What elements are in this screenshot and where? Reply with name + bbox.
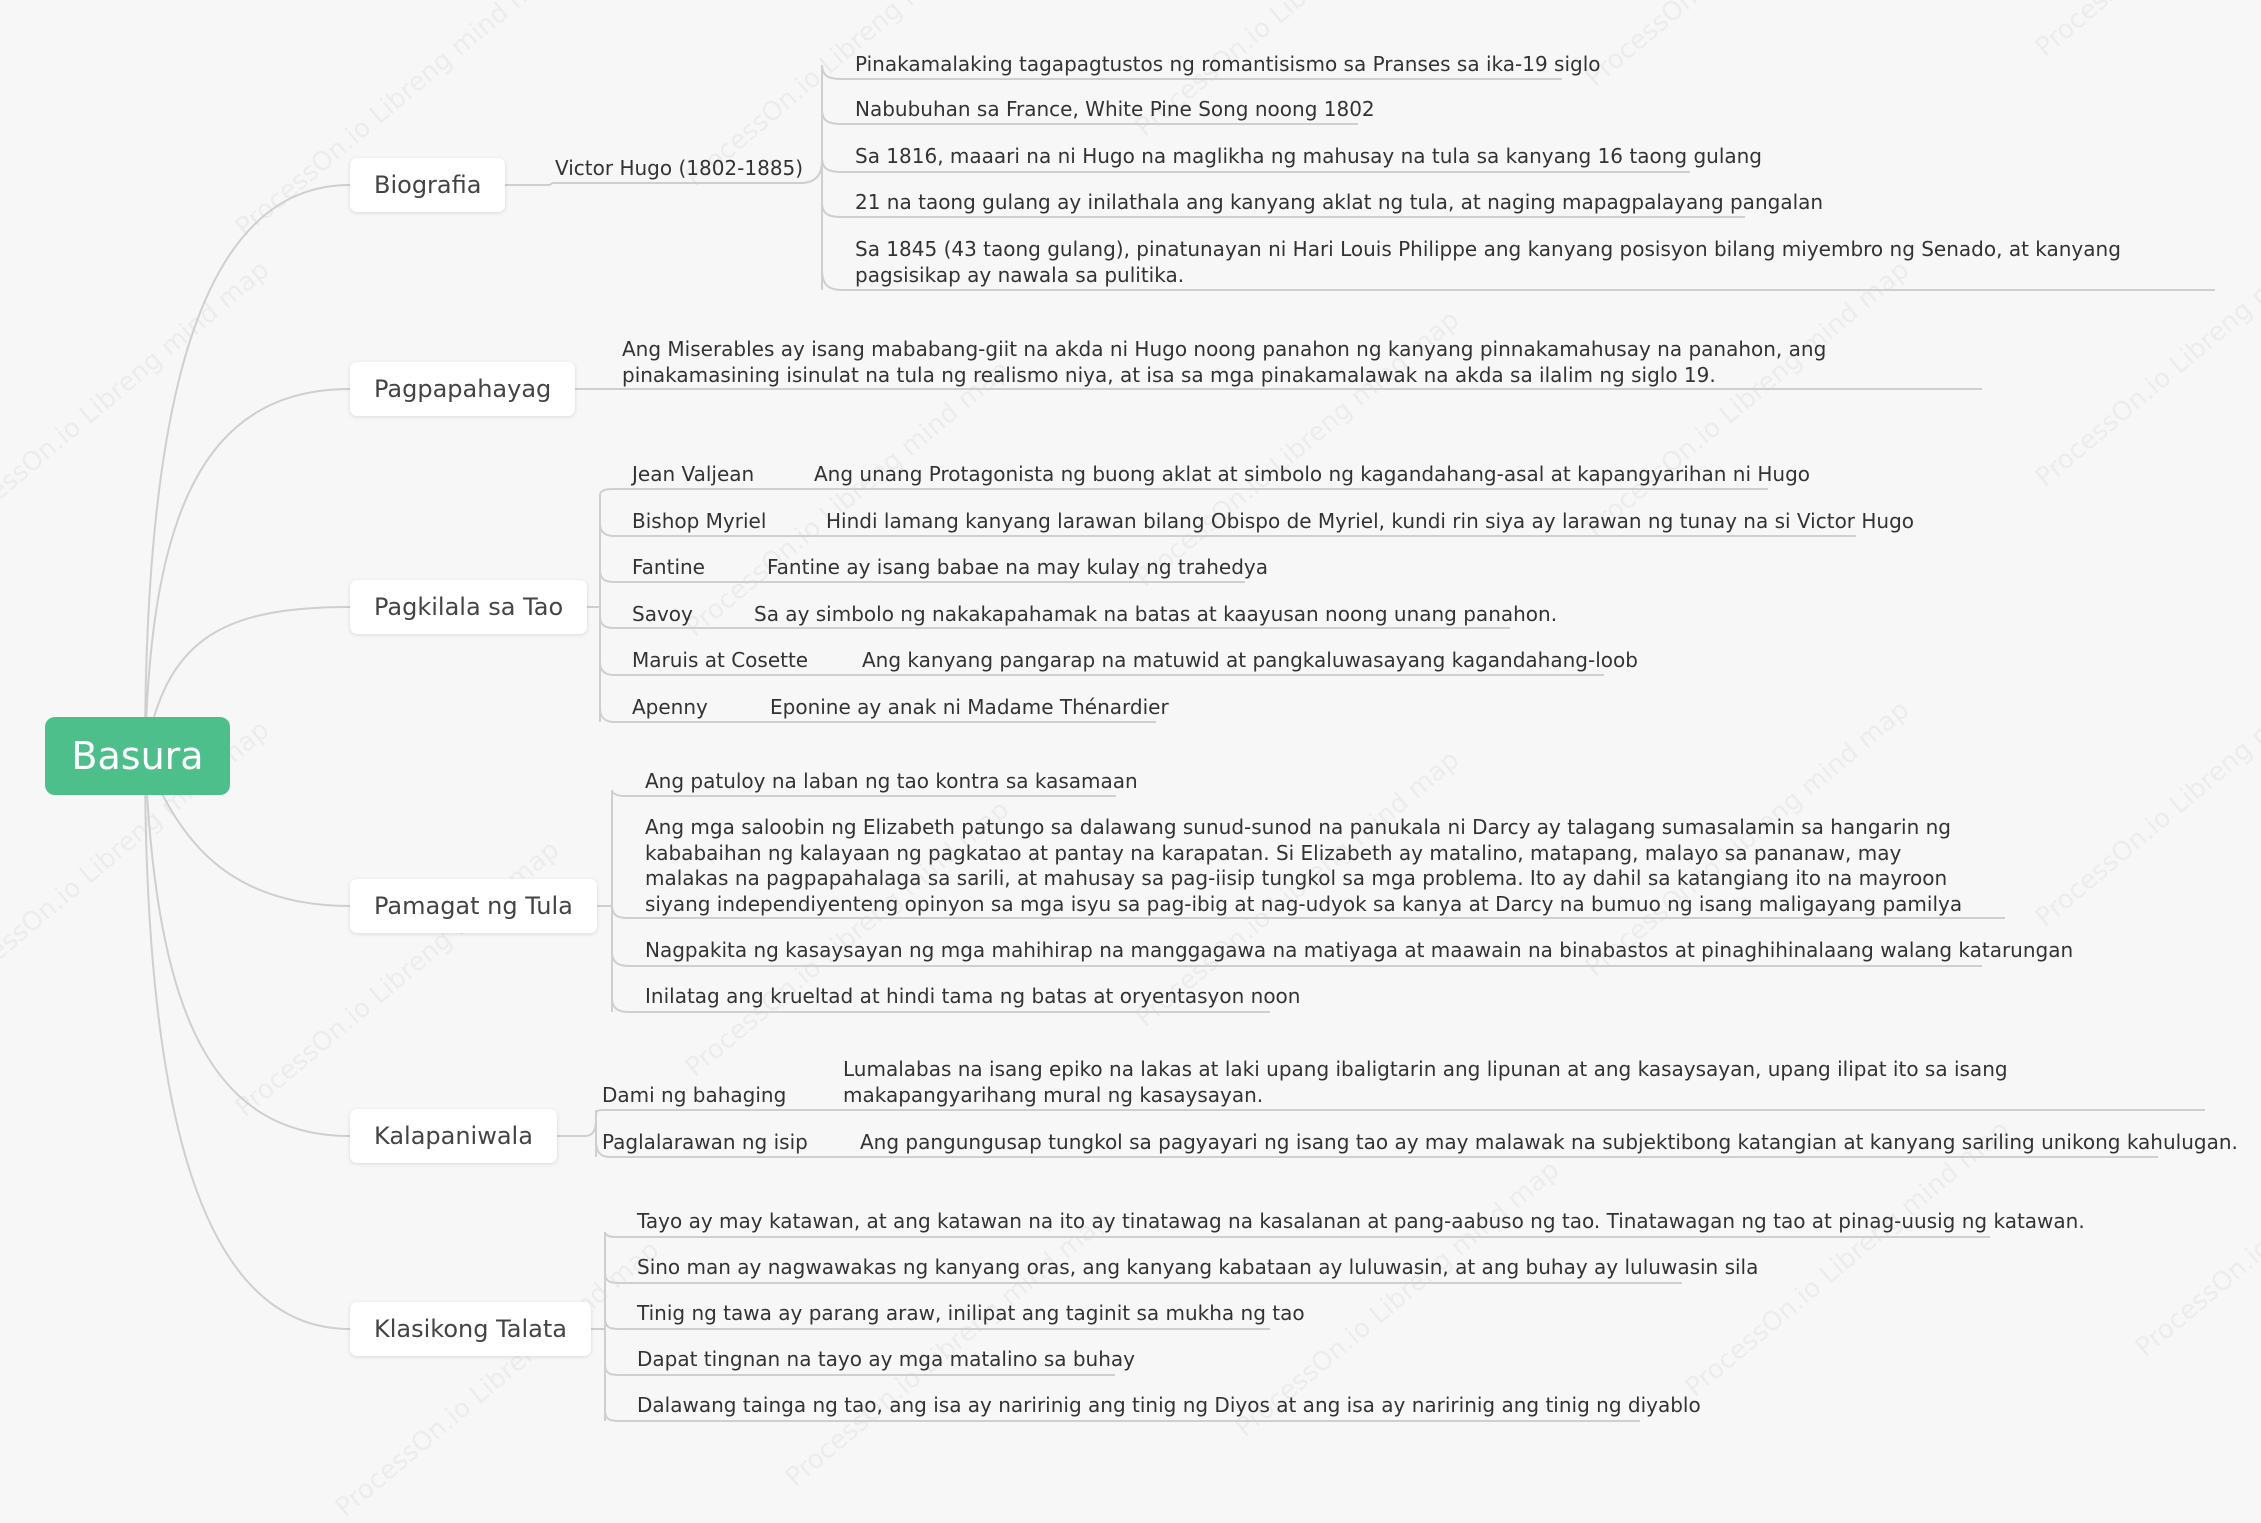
character-name[interactable]: Bishop Myriel [632,509,767,533]
character-description[interactable]: Fantine ay isang babae na may kulay ng trahedya [767,555,1268,579]
klasikong-item[interactable]: Sino man ay nagwawakas ng kanyang oras, ang kanyang kabataan ay luluwasin, at ang buhay ay luluwasin sila [637,1255,1759,1279]
branch-pagkilala-sa-tao[interactable]: Pagkilala sa Tao [350,580,587,634]
pamagat-item[interactable]: Ang patuloy na laban ng tao kontra sa kasamaan [645,769,1138,793]
kalapaniwala-description[interactable]: Lumalabas na isang epiko na lakas at laki upang ibaligtarin ang lipunan at ang kasaysayan, upang ilipat ito sa isang makapangyarihang mural ng kasaysayan. [843,1057,2008,1107]
biografia-item[interactable]: Sa 1845 (43 taong gulang), pinatunayan ni Hari Louis Philippe ang kanyang posisyon bilang miyembro ng Senado, at kanyang pagsisikap ay nawala sa pulitika. [855,237,2121,287]
character-name[interactable]: Maruis at Cosette [632,648,809,672]
biografia-item[interactable]: Nabubuhan sa France, White Pine Song noong 1802 [855,97,1375,121]
character-description[interactable]: Hindi lamang kanyang larawan bilang Obispo de Myriel, kundi rin siya ay larawan ng tunay na si Victor Hugo [826,509,1915,533]
biografia-item[interactable]: Pinakamalaking tagapagtustos ng romantisismo sa Pranses sa ika-19 siglo [855,52,1601,76]
branch-pamagat-ng-tula[interactable]: Pamagat ng Tula [350,879,597,933]
biografia-item[interactable]: Sa 1816, maaari na ni Hugo na maglikha ng mahusay na tula sa kanyang 16 taong gulang [855,144,1763,168]
character-description[interactable]: Ang kanyang pangarap na matuwid at pangkaluwasayang kagandahang-loob [862,648,1638,672]
klasikong-item[interactable]: Tayo ay may katawan, at ang katawan na ito ay tinatawag na kasalanan at pang-aabuso ng tao. Tinatawagan ng tao at pinag-uusig ng katawan. [637,1209,2085,1233]
kalapaniwala-subtopic[interactable]: Dami ng bahaging [602,1083,787,1107]
klasikong-item[interactable]: Tinig ng tawa ay parang araw, inilipat ang taginit sa mukha ng tao [637,1301,1305,1325]
connector-root-pagpapahayag [145,389,350,756]
kalapaniwala-subtopic[interactable]: Paglalarawan ng isip [602,1130,808,1154]
character-name[interactable]: Savoy [632,602,693,626]
pamagat-item[interactable]: Inilatag ang krueltad at hindi tama ng batas at oryentasyon noon [645,984,1301,1008]
node-victor-hugo[interactable]: Victor Hugo (1802-1885) [555,156,804,180]
klasikong-item[interactable]: Dalawang tainga ng tao, ang isa ay naririnig ang tinig ng Diyos at ang isa ay naririnig ang tinig ng diyablo [637,1393,1701,1417]
connector-root-kalapaniwala [145,756,350,1136]
kalapaniwala-description[interactable]: Ang pangungusap tungkol sa pagyayari ng isang tao ay may malawak na subjektibong katangian at kanyang sariling unikong kahulugan. [860,1130,2238,1154]
branch-kalapaniwala[interactable]: Kalapaniwala [350,1109,557,1163]
character-description[interactable]: Sa ay simbolo ng nakakapahamak na batas at kaayusan noong unang panahon. [754,602,1558,626]
branch-pagpapahayag[interactable]: Pagpapahayag [350,362,575,416]
connector-root-klasikong [145,756,350,1329]
root-node[interactable]: Basura [45,717,230,795]
character-name[interactable]: Fantine [632,555,705,579]
branch-biografia[interactable]: Biografia [350,158,505,212]
biografia-item[interactable]: 21 na taong gulang ay inilathala ang kanyang aklat ng tula, at naging mapagpalayang pangalan [855,190,1824,214]
character-description[interactable]: Ang unang Protagonista ng buong aklat at simbolo ng kagandahang-asal at kapangyarihan ni Hugo [814,462,1811,486]
character-name[interactable]: Jean Valjean [632,462,755,486]
pamagat-item[interactable]: Ang mga saloobin ng Elizabeth patungo sa dalawang sunud-sunod na panukala ni Darcy ay talagang sumasalamin sa hangarin ng kababaihan ng kalayaan ng pagkatao at pantay na karapatan. Si Elizabeth ay matalino, matapang, malayo sa pananaw, may malakas na pagpapahalaga sa sarili, at mahusay sa pag-iisip tungkol sa mga problema. Ito ay dahil sa katangiang ito na mayroon siyang independiyenteng opinyon sa mga isyu sa pag-ibig at nag-udyok sa kanya at Darcy na bumuo ng isang maligayang pamilya [645,815,1963,916]
pagpapahayag-text[interactable]: Ang Miserables ay isang mababang-giit na akda ni Hugo noong panahon ng kanyang pinnakamahusay na panahon, ang pinakamasining isinulat na tula ng realismo niya, at isa sa mga pinakamalawak na akda sa ilalim ng siglo 19. [622,337,1827,387]
klasikong-item[interactable]: Dapat tingnan na tayo ay mga matalino sa buhay [637,1347,1135,1371]
character-name[interactable]: Apenny [632,695,708,719]
character-description[interactable]: Eponine ay anak ni Madame Thénardier [770,695,1169,719]
pamagat-item[interactable]: Nagpakita ng kasaysayan ng mga mahihirap na manggagawa na matiyaga at maawain na binabastos at pinaghihinalaang walang katarungan [645,938,2074,962]
branch-klasikong-talata[interactable]: Klasikong Talata [350,1302,591,1356]
